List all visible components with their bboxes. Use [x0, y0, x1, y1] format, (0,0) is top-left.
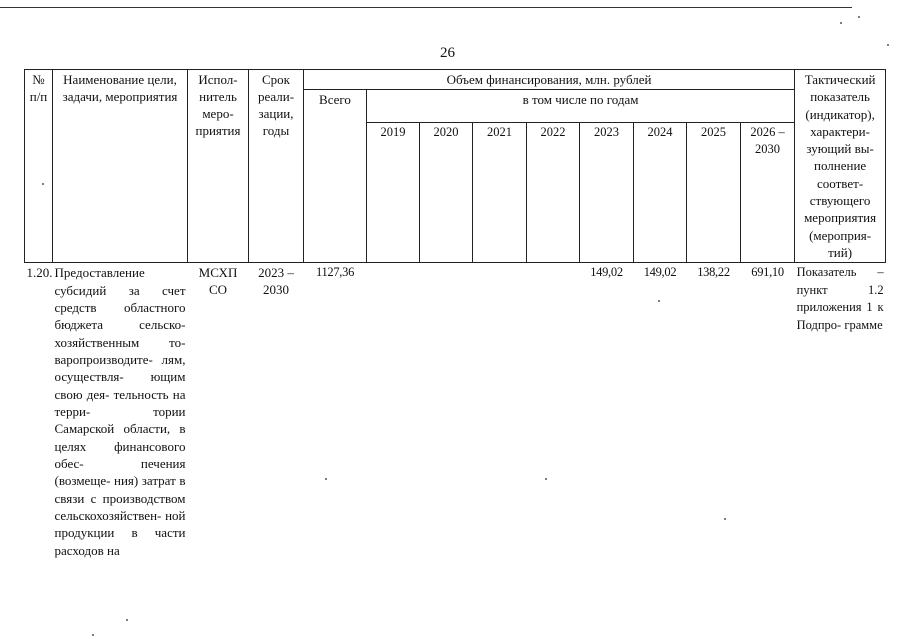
row-year-value	[473, 263, 527, 560]
row-year-value	[527, 263, 580, 560]
header-year: 2025	[687, 123, 741, 263]
row-year-value	[420, 263, 473, 560]
header-by-years: в том числе по годам	[367, 90, 795, 123]
header-executor: Испол- нитель меро- приятия	[188, 70, 249, 263]
table-row	[25, 263, 886, 560]
top-rule	[0, 7, 852, 8]
row-year-value: 138,22	[697, 265, 730, 280]
table-header	[25, 70, 886, 263]
row-year-value: 149,02	[643, 265, 677, 280]
scan-speck	[126, 619, 128, 621]
row-term: 2023 – 2030	[258, 265, 294, 298]
header-total: Всего	[304, 90, 367, 263]
scan-speck	[887, 44, 889, 46]
row-executor: МСХП СО	[198, 265, 238, 298]
page-number: 26	[440, 45, 455, 61]
header-funding: Объем финансирования, млн. рублей	[304, 70, 795, 90]
row-name: Предоставление субсидий за счет средств областного бюджета сельско- хозяйственным то- варопроизводите- лям, осуществля- ющим свою дея- тельность на терри- тории Самарской области, в целях финансового обес- печения (возмеще- ния) затрат в связи с производством сельскохозяйствен- ной продукции в части расходов на	[54, 265, 186, 558]
header-year: 2022	[527, 123, 580, 263]
header-year: 2019	[367, 123, 420, 263]
row-year-value: 149,02	[590, 265, 623, 280]
header-year: 2021	[473, 123, 527, 263]
header-year: 2020	[420, 123, 473, 263]
header-name: Наименование цели, задачи, мероприятия	[53, 70, 188, 263]
scan-speck	[92, 634, 94, 636]
header-year: 2026 – 2030	[741, 123, 795, 263]
header-term: Срок реали- зации, годы	[249, 70, 304, 263]
financing-table	[24, 69, 886, 560]
header-num: № п/п	[25, 70, 53, 263]
row-total: 1127,36	[315, 265, 355, 280]
scan-speck	[840, 22, 842, 24]
row-year-value: 691,10	[751, 265, 784, 280]
row-year-value	[367, 263, 420, 560]
header-year: 2024	[634, 123, 687, 263]
row-indicator: Показатель – пункт 1.2 приложения 1 к Подпро- грамме	[796, 265, 884, 332]
row-num: 1.20.	[26, 265, 53, 281]
scan-speck	[858, 16, 860, 18]
header-indicator: Тактический показатель (индикатор), характери- зующий вы- полнение соответ- ствующего мероприятия (мероприя- тий)	[795, 70, 886, 263]
header-year: 2023	[580, 123, 634, 263]
